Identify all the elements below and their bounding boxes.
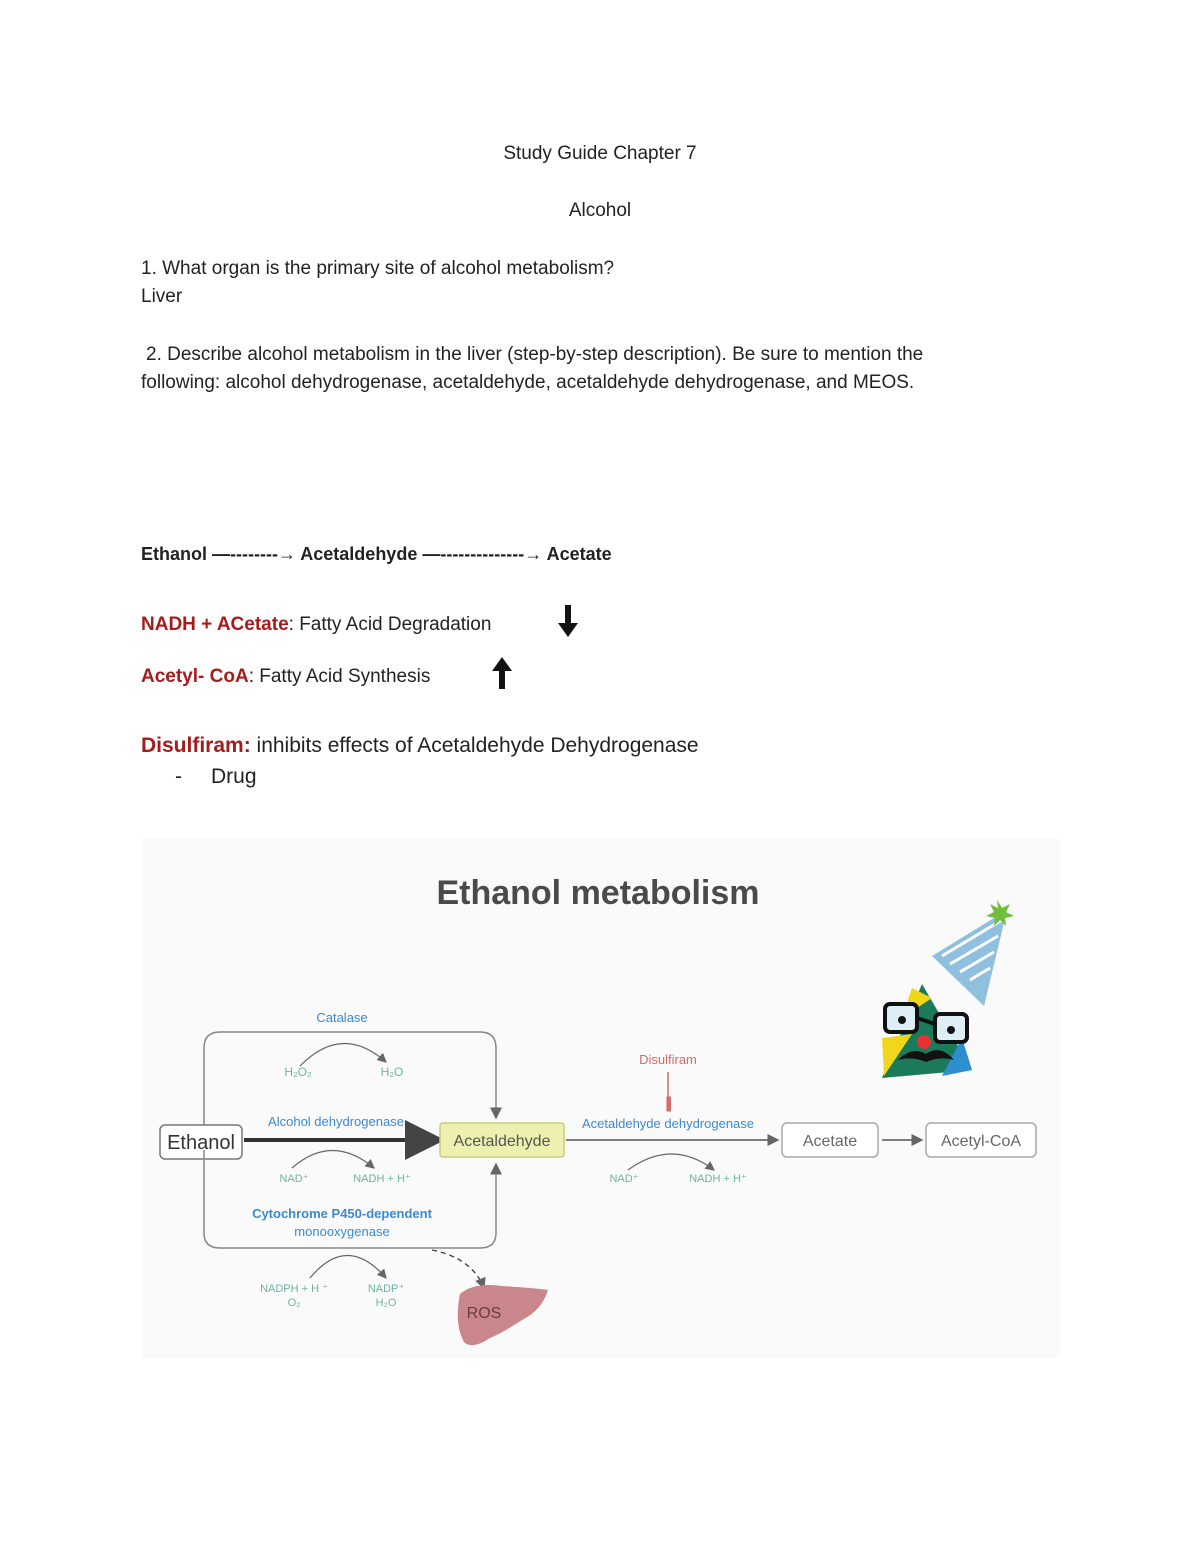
figure-background (142, 838, 1060, 1358)
figure-title: Ethanol metabolism (436, 874, 760, 912)
question-2-line-1: 2. Describe alcohol metabolism in the liver (step-by-step description). Be sure to mention the (146, 344, 924, 365)
adh-label: Alcohol dehydrogenase (268, 1114, 404, 1129)
adh-nadh-label: NADH + H⁺ (353, 1173, 411, 1185)
note-nadh (141, 611, 491, 639)
nadph-label: NADPH + H ⁺ (260, 1283, 328, 1295)
disulfiram-label: Disulfiram: (141, 734, 251, 757)
h2o-b-label: H₂O (375, 1297, 397, 1309)
page-title: Study Guide Chapter 7 (503, 143, 697, 164)
arrow-down-icon (556, 603, 580, 639)
arrow-up-icon (490, 655, 514, 691)
aldh-nad-label: NAD⁺ (609, 1173, 639, 1185)
disulfiram-figure-label: Disulfiram (639, 1052, 697, 1067)
question-1: 1. What organ is the primary site of alcohol metabolism? (141, 258, 615, 279)
pathway-line: Ethanol —--------→ Acetaldehyde —--------------→ Acetate (141, 544, 612, 564)
bullet-text: Drug (211, 765, 257, 788)
acetyl-coa-label: Acetyl-CoA (940, 1133, 1022, 1150)
figure-canvas (142, 838, 1060, 1358)
ethanol-metabolism-figure (142, 838, 1060, 1358)
ros-label: ROS (466, 1305, 502, 1322)
acetyl-label: Acetyl- CoA (141, 666, 249, 687)
nadh-text: : Fatty Acid Degradation (288, 614, 492, 635)
aldh-nadh-label: NADH + H⁺ (689, 1173, 747, 1185)
acetyl-text: : Fatty Acid Synthesis (248, 666, 431, 687)
disulfiram-text: inhibits effects of Acetaldehyde Dehydrogenase (250, 734, 699, 757)
page-subtitle: Alcohol (568, 200, 632, 221)
question-2-line-2: following: alcohol dehydrogenase, acetaldehyde, acetaldehyde dehydrogenase, and MEOS. (141, 372, 915, 393)
h2o2-label: H₂O₂ (284, 1065, 312, 1079)
note-disulfiram (141, 731, 699, 761)
h2o-label: H₂O (380, 1065, 404, 1079)
answer-1: Liver (141, 286, 183, 307)
bullet-dash: - (175, 765, 182, 788)
nadh-label: NADH + ACetate (141, 614, 289, 635)
catalase-label: Catalase (316, 1010, 368, 1025)
aldh-label: Acetaldehyde dehydrogenase (581, 1116, 755, 1131)
acetate-label: Acetate (802, 1133, 858, 1150)
cyp-label-line-1: Cytochrome P450-dependent (252, 1206, 432, 1221)
nadp-label: NADP⁺ (367, 1283, 405, 1295)
ethanol-label: Ethanol (167, 1132, 235, 1154)
cyp-label-line-2: monooxygenase (294, 1224, 390, 1239)
note-acetyl-coa (141, 663, 430, 691)
acetaldehyde-label: Acetaldehyde (453, 1133, 551, 1150)
o2-label: O₂ (287, 1297, 301, 1309)
adh-nad-label: NAD⁺ (279, 1173, 309, 1185)
